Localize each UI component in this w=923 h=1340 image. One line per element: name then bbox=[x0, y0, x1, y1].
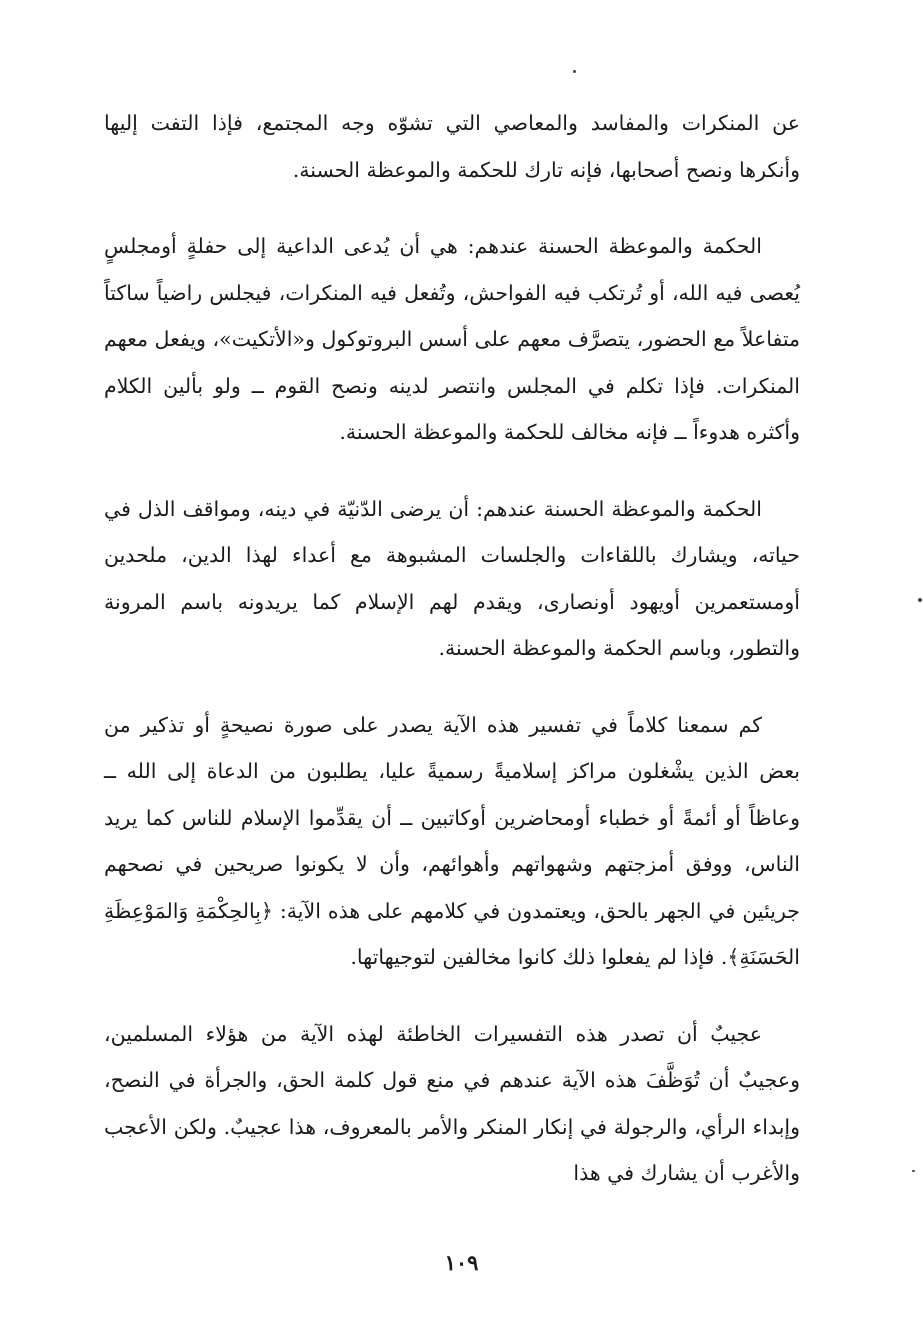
paragraph-3: الحكمة والموعظة الحسنة عندهم: أن يرضى الدّنيّة في دينه، ومواقف الذل في حياته، ويشارك باللقاءات والجلسات المشبوهة مع أعداء لهذا الدين، ملحدين أومستعمرين أويهود أونصارى، ويقدم لهم الإسلام كما يريدونه باسم المرونة والتطور، وباسم الحكمة والموعظة الحسنة. bbox=[104, 496, 800, 660]
scan-speck bbox=[912, 1170, 915, 1172]
page-number: ١٠٩ bbox=[444, 1250, 479, 1275]
paragraph-1: عن المنكرات والمفاسد والمعاصي التي تشوّه وجه المجتمع، فإذا التفت إليها وأنكرها ونصح أصحابها، فإنه تارك للحكمة والموعظة الحسنة. bbox=[104, 111, 800, 182]
paragraph-5: عجيبٌ أن تصدر هذه التفسيرات الخاطئة لهذه الآية من هؤلاء المسلمين، وعجيبٌ أن تُوَظَّفَ هذه الآية عندهم في منع قول كلمة الحق، والجرأة في النصح، وإبداء الرأي، والرجولة في إنكار المنكر والأمر بالمعروف، هذا عجيبٌ. ولكن الأعجب والأغرب أن يشارك في هذا bbox=[104, 1021, 800, 1185]
body-text bbox=[104, 100, 800, 1197]
scan-speck bbox=[573, 70, 576, 73]
paragraph-4: كم سمعنا كلاماً في تفسير هذه الآية يصدر على صورة نصيحةٍ أو تذكير من بعض الذين يشْغلون مراكز إسلاميةً رسميةً عليا، يطلبون من الدعاة إلى الله ــ وعاظاً أو أئمةً أو خطباء أومحاضرين أوكاتبين ــ أن يقدِّموا الإسلام للناس كما يريد الناس، ووفق أمزجتهم وشهواتهم وأهوائهم، وأن لا يكونوا صريحين في نصحهم جريئين في الجهر بالحق، ويعتمدون في كلامهم على هذه الآية: ﴿بِالحِكْمَةِ وَالمَوْعِظَةِ الحَسَنَةِ﴾. فإذا لم يفعلوا ذلك كانوا مخالفين لتوجيهاتها. bbox=[104, 712, 800, 969]
scan-speck bbox=[918, 598, 922, 602]
paragraph-2: الحكمة والموعظة الحسنة عندهم: هي أن يُدعى الداعية إلى حفلةٍ أومجلسٍ يُعصى فيه الله، أو تُرتكب فيه الفواحش، وتُفعل فيه المنكرات، فيجلس راضياً ساكتاً متفاعلاً مع الحضور، يتصرَّف معهم على أسس البروتوكول و«الأتكيت»، ويفعل معهم المنكرات. فإذا تكلم في المجلس وانتصر لدينه ونصح القوم ــ ولو بألين الكلام وأكثره هدوءاً ــ فإنه مخالف للحكمة والموعظة الحسنة. bbox=[104, 234, 800, 444]
